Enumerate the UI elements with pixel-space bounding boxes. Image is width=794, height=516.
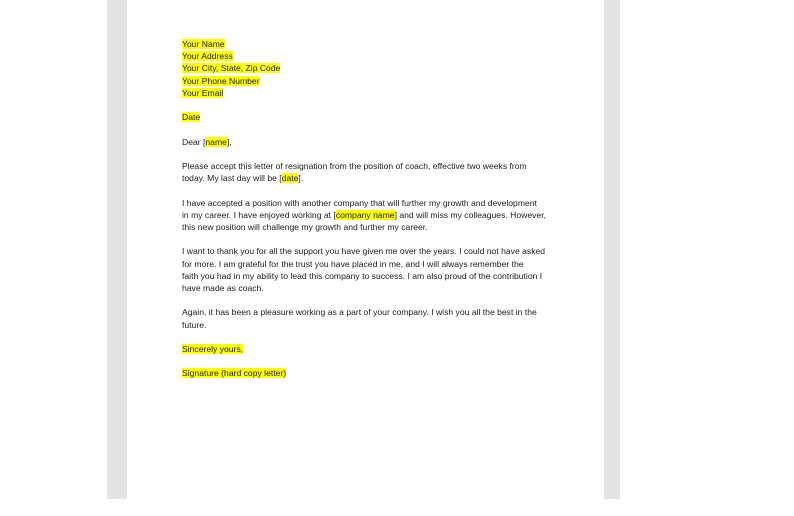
recipient-name-placeholder: name (205, 136, 227, 147)
paragraph-new-position: I have accepted a position with another company that will further my growth and development in my career. I have enjoyed working at [company name] and will miss my colleagues. However, this new position will challenge my growth and further my career. (182, 197, 546, 232)
company-name-placeholder: company name (335, 209, 395, 220)
letter-body (182, 38, 554, 380)
sender-block (182, 38, 554, 99)
sender-email: Your Email (182, 87, 224, 98)
sender-address: Your Address (182, 51, 233, 62)
paragraph-farewell: Again, it has been a pleasure working as a part of your company. I wish you all the best in the future. (182, 307, 537, 330)
signature: Signature (hard copy letter) (182, 368, 287, 379)
letter-date: Date (182, 112, 201, 123)
sender-name: Your Name (182, 39, 225, 49)
sender-phone: Your Phone Number (182, 75, 260, 86)
salutation: Dear [name], (182, 136, 232, 147)
last-day-placeholder: date (281, 173, 299, 184)
paragraph-resignation: Please accept this letter of resignation from the position of coach, effective two weeks from today. My last day will be [date]. (182, 160, 527, 184)
sender-city-state-zip: Your City, State, Zip Code (182, 63, 281, 74)
paragraph-thanks: I want to thank you for all the support you have given me over the years. I could not have asked for more. I am grateful for the trust you have placed in me, and I will always remember the faith you had in my ability to lead this company to success. I am also proud of the contribution I have made as coach. (182, 246, 546, 293)
closing: Sincerely yours, (182, 343, 244, 354)
